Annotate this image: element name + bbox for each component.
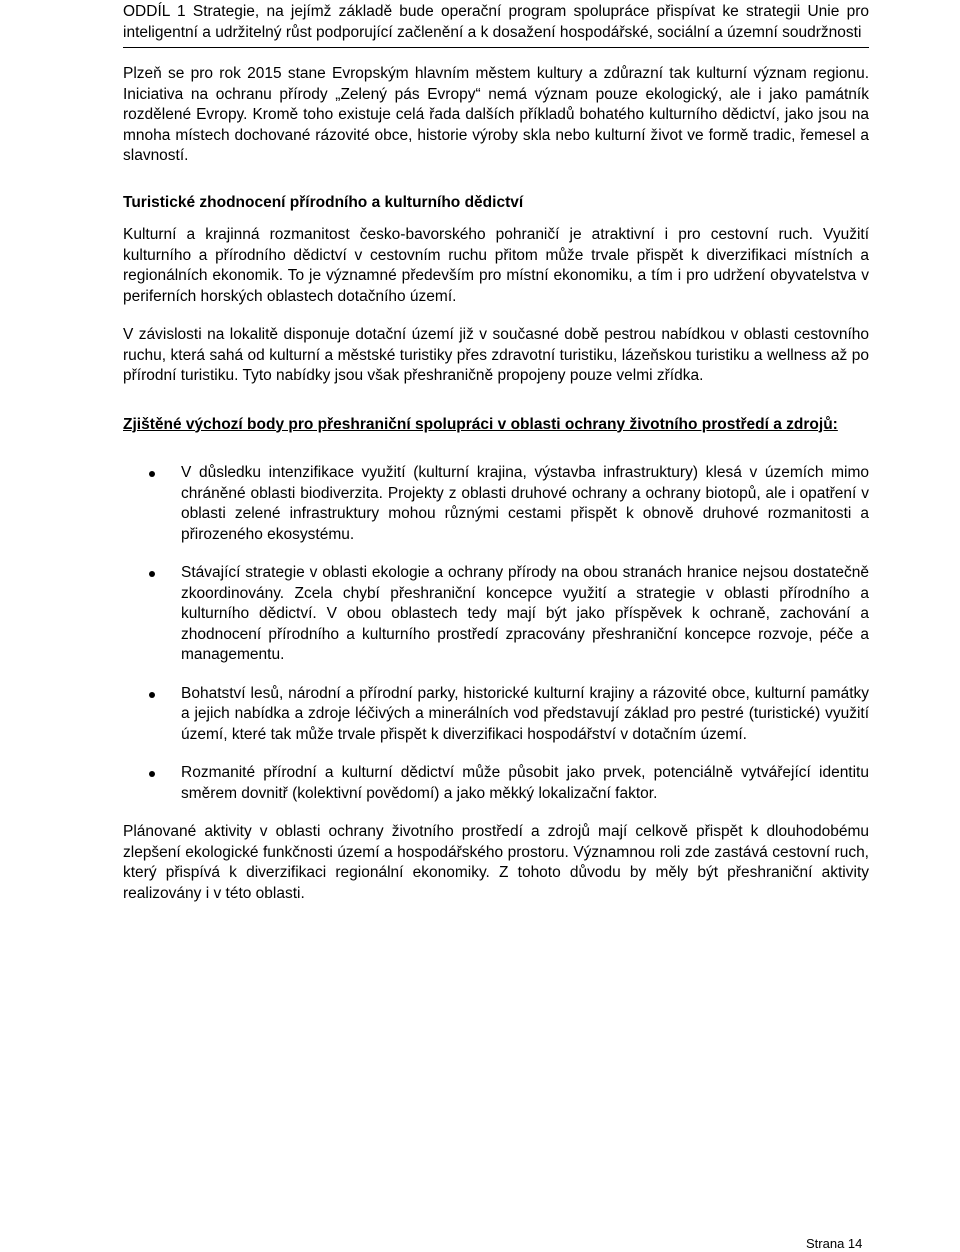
bullet-icon (149, 471, 155, 477)
list-item-text: Stávající strategie v oblasti ekologie a ochrany přírody na obou stranách hranice nejsou dostatečně zkoordinovány. Zcela chybí přeshraniční koncepce využití a strategie v oblasti přírodního a kulturního dědictví. V obou oblastech tedy mají být jako příspěvek k ochraně, zachování a zhodnocení přírodního a kulturního prostředí zpracovány přeshraniční koncepce rozvoje, péče a managementu. (181, 564, 869, 663)
list-item-text: Rozmanité přírodní a kulturní dědictví může působit jako prvek, potenciálně vytvářející identitu směrem dovnitř (kolektivní povědomí) a jako měkký lokalizační faktor. (181, 764, 869, 802)
tourism-paragraph-2: V závislosti na lokalitě disponuje dotační území již v současné době pestrou nabídkou v oblasti cestovního ruchu, která sahá od kulturní a městské turistiky přes zdravotní turistiku, lázeňskou turistiku a wellness až po přírodní turistiku. Tyto nabídky jsou však přeshraničně propojeny pouze velmi zřídka. (123, 326, 869, 384)
page-number: Strana 14 (806, 1236, 863, 1251)
tourism-paragraph-1: Kulturní a krajinná rozmanitost česko-bavorského pohraničí je atraktivní i pro cestovní ruch. Využití kulturního a přírodního dědictví v cestovním ruchu přitom může trvale přispět k diverzifikaci místních a regionálních ekonomik. To je významné především pro místní ekonomiku, a tím i pro udržení obyvatelstva v periferních horských oblastech dotačního území. (123, 226, 869, 305)
list-item (123, 563, 869, 666)
list-item (123, 463, 869, 545)
bullet-icon (149, 771, 155, 777)
page-body (123, 2, 869, 904)
list-item-text: V důsledku intenzifikace využití (kulturní krajina, výstavba infrastruktury) klesá v územích mimo chráněné oblasti biodiverzita. Projekty z oblasti druhové ochrany a ochrany biotopů, ale i opatření v oblasti zelené infrastruktury mohou různými cestami přispět k obnově druhové rozmanitosti a přirozeného ekosystému. (181, 464, 869, 543)
list-item-text: Bohatství lesů, národní a přírodní parky, historické kulturní krajiny a rázovité obce, kulturní památky a jejich nabídka a zdroje léčivých a minerálních vod představují základ pro pestré (turistické) využití území, které tak může trvale přispět k diverzifikaci hospodářství v dotačním území. (181, 684, 869, 743)
environment-bullet-list (123, 463, 869, 804)
bullet-icon (149, 571, 155, 577)
section-title-environment: Zjištěné výchozí body pro přeshraniční spolupráci v oblasti ochrany životního prostředí a zdrojů: (123, 415, 838, 433)
closing-paragraph: Plánované aktivity v oblasti ochrany životního prostředí a zdrojů mají celkově přispět k dlouhodobému zlepšení ekologické funkčnosti území a hospodářského prostoru. Významnou roli zde zastává cestovní ruch, který přispívá k diverzifikaci regionální ekonomiky. Z tohoto důvodu by měly být přeshraniční aktivity realizovány i v této oblasti. (123, 823, 869, 902)
list-item (123, 763, 869, 804)
section-header: ODDÍL 1 Strategie, na jejímž základě bude operační program spolupráce přispívat ke strategii Unie pro inteligentní a udržitelný růst podporující začlenění a k dosažení hospodářské, sociální a územní soudržnosti (123, 2, 869, 48)
list-item (123, 684, 869, 746)
bullet-icon (149, 692, 155, 698)
intro-paragraph: Plzeň se pro rok 2015 stane Evropským hlavním městem kultury a zdůrazní tak kulturní význam regionu. Iniciativa na ochranu přírody „Zelený pás Evropy“ nemá význam pouze ekologický, ale i jako památník rozdělené Evropy. Kromě toho existuje celá řada dalších příkladů bohatého kulturního dědictví, jako jsou na mnoha místech dochované rázovité obce, historie výroby skla nebo kulturní život ve formě tradic, řemesel a slavností. (123, 65, 869, 164)
section-title-tourism: Turistické zhodnocení přírodního a kulturního dědictví (123, 193, 524, 211)
